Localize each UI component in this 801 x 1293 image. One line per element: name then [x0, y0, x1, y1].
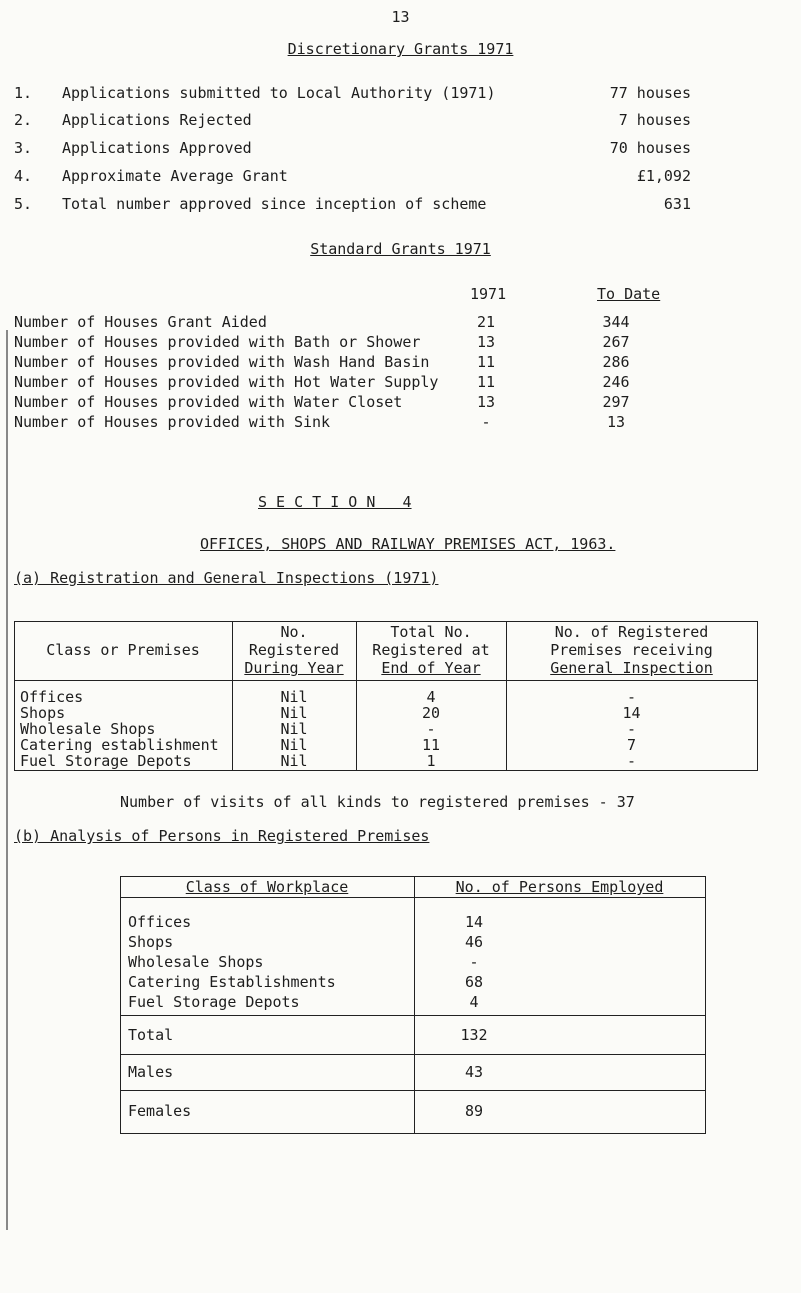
total-value: 132 — [460, 1026, 488, 1044]
item-label: Applications submitted to Local Authority (1971) — [62, 84, 496, 102]
table-b-cell: Catering Establishments — [128, 973, 336, 991]
table-b-cell: - — [469, 953, 479, 971]
table-a-cell: - — [626, 720, 637, 738]
table-b-cell: 14 — [464, 913, 484, 931]
table-a-cell: 20 — [421, 704, 441, 722]
item-value: 7 houses — [618, 111, 691, 129]
table-a-heading: (a) Registration and General Inspections (1971) — [14, 569, 439, 587]
item-value: 70 houses — [609, 139, 691, 157]
table-a-cell: - — [626, 688, 637, 706]
table-a-cell: 1 — [426, 752, 436, 770]
header-total-2: Registered at — [372, 641, 490, 659]
total-label: Total — [128, 1026, 174, 1044]
col-year-header: 1971 — [470, 285, 507, 303]
table-a-cell: Catering establishment — [20, 736, 219, 754]
header-employed: No. of Persons Employed — [455, 878, 664, 896]
standard-title: Standard Grants 1971 — [310, 240, 491, 258]
standard-row-year: 11 — [476, 353, 496, 371]
header-class: Class or Premises — [46, 641, 200, 659]
table-a-cell: - — [626, 752, 637, 770]
table-a-cell: 14 — [622, 704, 641, 722]
header-registered-3: During Year — [244, 659, 344, 677]
act-title: OFFICES, SHOPS AND RAILWAY PREMISES ACT, 1963. — [200, 535, 616, 553]
table-a-cell: 4 — [426, 688, 436, 706]
standard-row-todate: 267 — [602, 333, 630, 351]
item-value: 77 houses — [609, 84, 691, 102]
standard-row-todate: 297 — [602, 393, 630, 411]
table-a-cell: Nil — [280, 704, 308, 722]
table-b-cell: Fuel Storage Depots — [128, 993, 300, 1011]
header-total-1: Total No. — [390, 623, 472, 641]
standard-row-todate: 286 — [602, 353, 630, 371]
standard-row-label: Number of Houses provided with Wash Hand Basin — [14, 353, 430, 371]
standard-row-todate: 344 — [602, 313, 630, 331]
item-value: 631 — [663, 195, 691, 213]
table-b-cell: 68 — [464, 973, 484, 991]
table-a-cell: 7 — [626, 736, 637, 754]
header-inspection-3: General Inspection — [550, 659, 713, 677]
header-registered-1: No. — [280, 623, 308, 641]
discretionary-title: Discretionary Grants 1971 — [287, 40, 514, 58]
item-label: Applications Approved — [62, 139, 252, 157]
item-label: Applications Rejected — [62, 111, 252, 129]
header-workplace: Class of Workplace — [185, 878, 349, 896]
standard-row-label: Number of Houses provided with Bath or Shower — [14, 333, 421, 351]
table-a-cell: Fuel Storage Depots — [20, 752, 192, 770]
males-value: 43 — [464, 1063, 484, 1081]
item-label: Total number approved since inception of scheme — [62, 195, 487, 213]
standard-row-label: Number of Houses provided with Sink — [14, 413, 331, 431]
table-a-cell: Nil — [280, 688, 308, 706]
table-b-heading: (b) Analysis of Persons in Registered Premises — [14, 827, 430, 845]
item-value: £1,092 — [636, 167, 691, 185]
table-a-cell: Nil — [280, 720, 308, 738]
col-todate-header: To Date — [597, 285, 661, 303]
item-num: 1. — [14, 84, 33, 102]
females-value: 89 — [464, 1102, 484, 1120]
standard-row-year: 11 — [476, 373, 496, 391]
males-label: Males — [128, 1063, 174, 1081]
item-num: 2. — [14, 111, 33, 129]
item-num: 3. — [14, 139, 33, 157]
table-a-cell: Nil — [280, 736, 308, 754]
females-label: Females — [128, 1102, 192, 1120]
table-a-cell: Wholesale Shops — [20, 720, 156, 738]
standard-row-year: - — [481, 413, 491, 431]
table-a-cell: 11 — [421, 736, 441, 754]
visits-summary: Number of visits of all kinds to registered premises - 37 — [120, 793, 635, 811]
header-inspection-2: Premises receiving — [550, 641, 713, 659]
header-total-3: End of Year — [381, 659, 481, 677]
standard-row-label: Number of Houses provided with Water Closet — [14, 393, 403, 411]
standard-row-todate: 246 — [602, 373, 630, 391]
header-inspection-1: No. of Registered — [554, 623, 709, 641]
page-number: 13 — [391, 8, 410, 26]
table-a-cell: Shops — [20, 704, 66, 722]
item-num: 5. — [14, 195, 33, 213]
item-label: Approximate Average Grant — [62, 167, 288, 185]
table-a-cell: - — [426, 720, 436, 738]
header-registered-2: Registered — [248, 641, 340, 659]
table-b-cell: Shops — [128, 933, 174, 951]
page-edge-shadow — [6, 330, 8, 1230]
standard-row-year: 13 — [476, 333, 496, 351]
table-a-cell: Nil — [280, 752, 308, 770]
standard-row-todate: 13 — [606, 413, 626, 431]
table-b-cell: 46 — [464, 933, 484, 951]
table-b-cell: Offices — [128, 913, 192, 931]
table-a-cell: Offices — [20, 688, 84, 706]
table-b-cell: Wholesale Shops — [128, 953, 264, 971]
standard-row-year: 21 — [476, 313, 496, 331]
standard-row-label: Number of Houses provided with Hot Water Supply — [14, 373, 439, 391]
standard-row-label: Number of Houses Grant Aided — [14, 313, 267, 331]
standard-row-year: 13 — [476, 393, 496, 411]
item-num: 4. — [14, 167, 33, 185]
section-heading: S E C T I O N 4 — [258, 493, 412, 511]
table-b-cell: 4 — [469, 993, 479, 1011]
